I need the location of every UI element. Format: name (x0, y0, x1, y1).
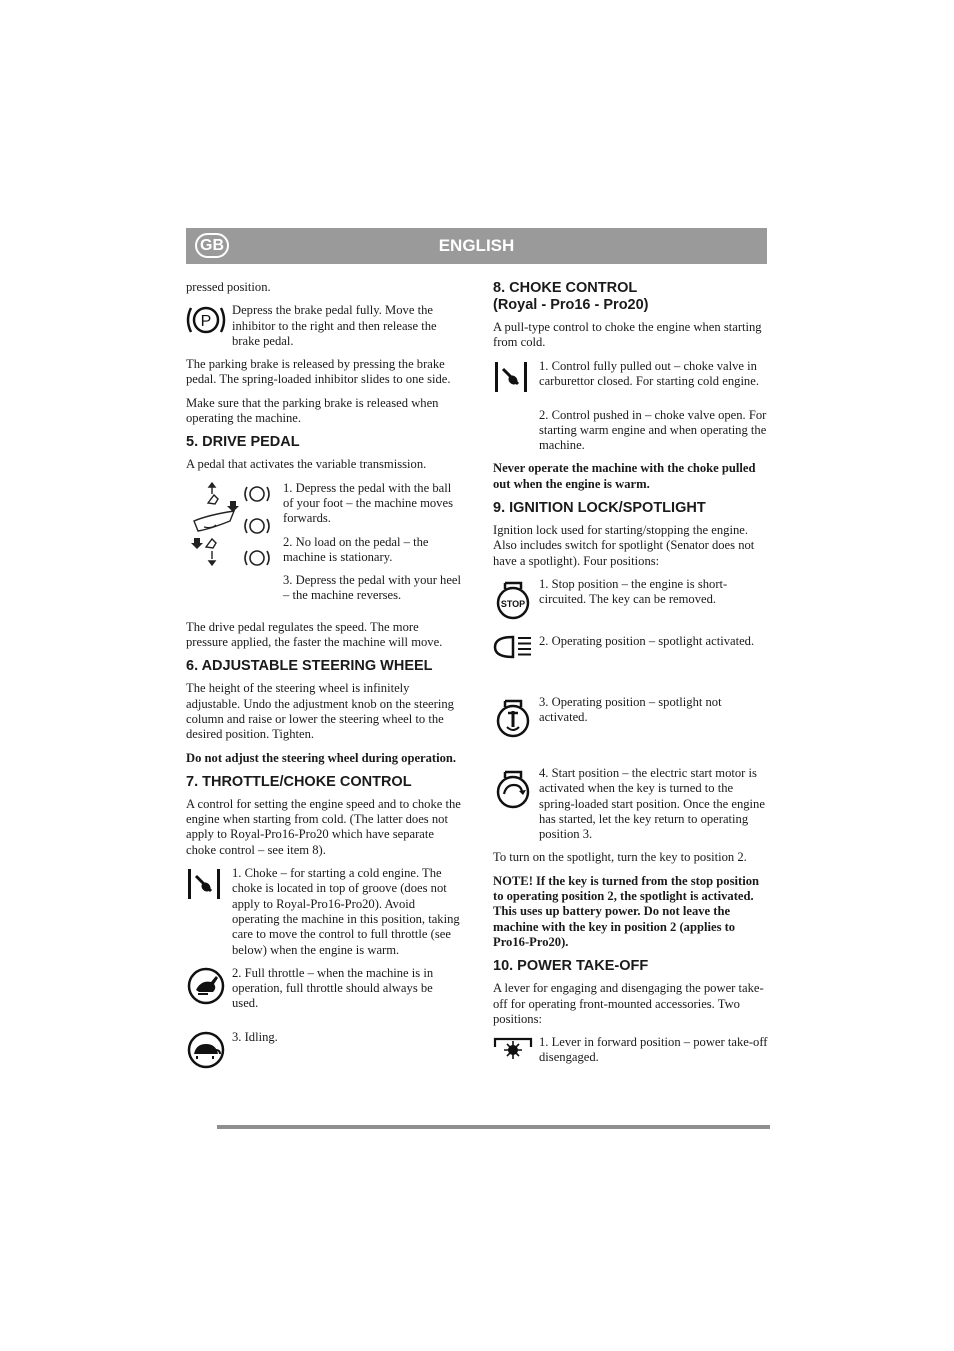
header-title: ENGLISH (438, 236, 515, 255)
idling-text: 3. Idling. (232, 1029, 278, 1044)
drive-pedal-heading: 5. DRIVE PEDAL (186, 434, 300, 451)
choke-control-title: 8. CHOKE CONTROL (493, 280, 638, 296)
parking-brake-icon (186, 303, 232, 342)
ignition-operating-item (493, 695, 769, 744)
drive-pedal-diagram (186, 481, 283, 573)
choke-pulled-item (493, 359, 769, 400)
power-take-off-item (493, 1035, 769, 1066)
drive-pedal-outro: The drive pedal regulates the speed. The more pressure applied, the faster the machine will move. (186, 619, 443, 650)
full-throttle-text: 2. Full throttle – when the machine is in operation, full throttle should always be used. (232, 965, 434, 1011)
right-column (493, 280, 769, 1074)
power-take-off-icon (493, 1035, 539, 1066)
choke-item (186, 866, 462, 958)
spotlight-icon (493, 634, 539, 665)
brake-release-text: The parking brake is released by pressing the brake pedal. The spring-loaded inhibitor slides to one side. (186, 357, 451, 387)
intro-text: pressed position. (186, 280, 271, 294)
foot-forward-icon (208, 483, 218, 504)
choke-text: 1. Choke – for starting a cold engine. The choke is located in top of groove (does not apply to Royal-Pro16-Pro20). Avoid operating the machine in this position, taking care to move the control to full throttle (see below) when the engine is warm. (232, 866, 460, 957)
indicator-reverse-icon (245, 551, 269, 565)
parking-brake-text: Depress the brake pedal fully. Move the inhibitor to the right and then release the brake pedal. (232, 303, 437, 348)
power-take-off-heading: 10. POWER TAKE-OFF (493, 958, 649, 975)
brake-check-text: Make sure that the parking brake is released when operating the machine. (186, 395, 439, 426)
ignition-operating-text: 3. Operating position – spotlight not activated. (539, 694, 722, 725)
ignition-heading: 9. IGNITION LOCK/SPOTLIGHT (493, 500, 706, 517)
choke-control-subtitle: (Royal - Pro16 - Pro20) (493, 297, 649, 313)
choke-pushed-item (493, 408, 769, 454)
steering-wheel-body: The height of the steering wheel is infinitely adjustable. Undo the adjustment knob on the steering column and raise or lower the steering wheel to the desired position. Tighten. (186, 681, 454, 742)
throttle-choke-body: A control for setting the engine speed and to choke the engine when starting from cold. (The latter does not apply to Royal-Pro16-Pro20 which have separate choke control – see item 8). (186, 796, 461, 857)
ignition-warning: NOTE! If the key is turned from the stop position to operating position 2, the spotlight is activated. This uses up battery power. Do not leave the machine with the key in position 2 (applies to Pro16-Pro20). (493, 873, 759, 949)
stop-icon-label: STOP (500, 598, 526, 609)
drive-pedal-reverse-text: 3. Depress the pedal with your heel – the machine reverses. (283, 573, 462, 603)
arrow-down-icon (227, 501, 239, 512)
key-start-icon (493, 766, 539, 815)
choke-pushed-text: 2. Control pushed in – choke valve open. For starting warm engine and when operating the machine. (539, 407, 767, 453)
stop-icon (493, 577, 539, 626)
ignition-stop-text: 1. Stop position – the engine is short-circuited. The key can be removed. (539, 576, 728, 607)
power-take-off-body: A lever for engaging and disengaging the power take-off for operating front-mounted accessories. Two positions: (493, 981, 764, 1026)
choke-pulled-text: 1. Control fully pulled out – choke valve in carburettor closed. For starting cold engine. (539, 358, 759, 388)
idling-item (186, 1030, 462, 1075)
left-column (186, 280, 462, 1083)
arrow-down-icon (191, 538, 203, 549)
power-take-off-text: 1. Lever in forward position – power take-off disengaged. (539, 1035, 768, 1065)
drive-pedal-intro: A pedal that activates the variable transmission. (186, 457, 427, 472)
drive-pedal-forward-text: 1. Depress the pedal with the ball of your foot – the machine moves forwards. (283, 480, 453, 526)
drive-pedal-positions (186, 481, 462, 612)
choke-control-body: A pull-type control to choke the engine when starting from cold. (493, 320, 762, 350)
choke-icon (186, 866, 232, 907)
indicator-neutral-icon (245, 519, 269, 533)
full-throttle-item (186, 966, 462, 1012)
indicator-forward-icon (245, 487, 269, 501)
throttle-choke-heading: 7. THROTTLE/CHOKE CONTROL (186, 773, 412, 790)
ignition-start-item (493, 766, 769, 842)
language-header-bar (186, 228, 767, 264)
hare-icon (186, 966, 232, 1011)
ignition-body: Ignition lock used for starting/stopping the engine. Also includes switch for spotlight (Senator does not have a spotlight). Four positions: (493, 523, 755, 568)
choke-warning: Never operate the machine with the choke pulled out when the engine is warm. (493, 461, 756, 491)
pedal-icon (194, 511, 234, 531)
parking-brake-item (186, 303, 462, 349)
ignition-spotlight-on-item (493, 634, 769, 665)
choke-control-heading (493, 280, 769, 314)
foot-reverse-icon (206, 539, 216, 565)
svg-text:P: P (200, 313, 212, 331)
steering-wheel-warning: Do not adjust the steering wheel during operation. (186, 750, 457, 765)
spotlight-note: To turn on the spotlight, turn the key to position 2. (493, 850, 747, 865)
language-badge: GB (195, 233, 229, 258)
bottom-rule (217, 1125, 770, 1129)
choke-icon (493, 359, 539, 400)
tortoise-icon (186, 1030, 232, 1075)
ignition-start-text: 4. Start position – the electric start motor is activated when the key is turned to the spring-loaded start position. Once the engine has started, let the key return to operating position 3. (539, 765, 765, 842)
key-operating-icon (493, 695, 539, 744)
ignition-stop-item (493, 577, 769, 626)
steering-wheel-heading: 6. ADJUSTABLE STEERING WHEEL (186, 658, 433, 675)
drive-pedal-neutral-text: 2. No load on the pedal – the machine is stationary. (283, 534, 429, 564)
ignition-spotlight-on-text: 2. Operating position – spotlight activated. (539, 633, 755, 648)
